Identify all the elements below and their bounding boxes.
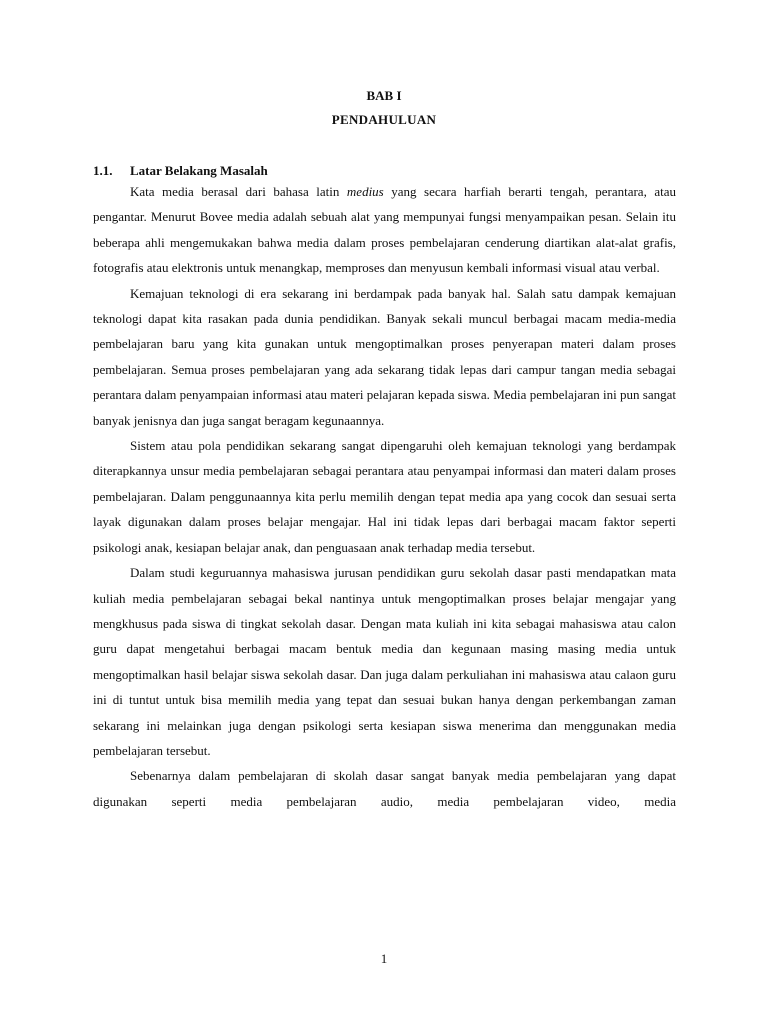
chapter-title: PENDAHULUAN [331,112,437,127]
paragraph-4: Dalam studi keguruannya mahasiswa jurusan pendidikan guru sekolah dasar pasti mendapatkan mata kuliah media pembelajaran sebagai bekal nantinya untuk mengoptimalkan proses belajar mengajar yang mengkhusus pada siswa di tingkat sekolah dasar. Dengan mata kuliah ini kita sebagai mahasiswa atau calon guru dapat mengetahui berbagai macam bentuk media dan kegunaan masing masing media untuk mengoptimalkan hasil belajar siswa sekolah dasar. Dan juga dalam perkuliahan ini mahasiswa atau calaon guru ini di tuntut untuk bisa memilih media yang tepat dan sesuai bukan hanya dengan perkembangan zaman sekarang ini melainkan juga dengan psikologi serta kesiapan siswa menerima dan menggunakan media pembelajaran tersebut. [93,565,676,758]
page-number: 1 [380,951,388,966]
section-heading [93,163,268,179]
section-number: 1.1. [93,163,113,178]
paragraph-1-text-end: yang secara harfiah berarti tengah, perantara, atau pengantar. Menurut Bovee media adalah sebuah alat yang mempunyai fungsi menyampaikan pesan. Selain itu beberapa ahli mengemukakan bahwa media dalam proses pembelajaran cenderung diartikan alat-alat grafis, fotografis atau elektronis untuk menangkap, memproses dan menyusun kembali informasi visual atau verbal. [93,184,676,276]
chapter-number: BAB I [366,88,402,103]
paragraph-1-text-start: Kata media berasal dari bahasa latin [130,184,347,199]
paragraph-1 [93,179,676,281]
body-text [93,179,676,814]
paragraph-1-italic-term: medius [346,184,384,199]
paragraph-2: Kemajuan teknologi di era sekarang ini berdampak pada banyak hal. Salah satu dampak kemajuan teknologi dapat kita rasakan pada dunia pendidikan. Banyak sekali muncul berbagai macam media-media pembelajaran baru yang kita gunakan untuk mengoptimalkan proses penyerapan materi dalam proses pembelajaran. Semua proses pembelajaran yang ada sekarang tidak lepas dari campur tangan media sebagai perantara dalam penyampaian informasi atau materi pelajaran kepada siswa. Media pembelajaran ini pun sangat banyak jenisnya dan juga sangat beragam kegunaannya. [93,285,676,428]
section-title: Latar Belakang Masalah [130,163,268,178]
paragraph-3: Sistem atau pola pendidikan sekarang sangat dipengaruhi oleh kemajuan teknologi yang berdampak diterapkannya unsur media pembelajaran sebagai perantara atau penyampai informasi dan materi dalam proses pembelajaran. Dalam penggunaannya kita perlu memilih dengan tepat media apa yang cocok dan sesuai serta layak digunakan dalam proses belajar mengajar. Hal ini tidak lepas dari berbagai macam faktor seperti psikologi anak, kesiapan belajar anak, dan penguasaan anak terhadap media tersebut. [93,438,676,555]
paragraph-5: Sebenarnya dalam pembelajaran di skolah dasar sangat banyak media pembelajaran yang dapat digunakan seperti media pembelajaran audio, media pembelajaran video, media [93,768,676,809]
